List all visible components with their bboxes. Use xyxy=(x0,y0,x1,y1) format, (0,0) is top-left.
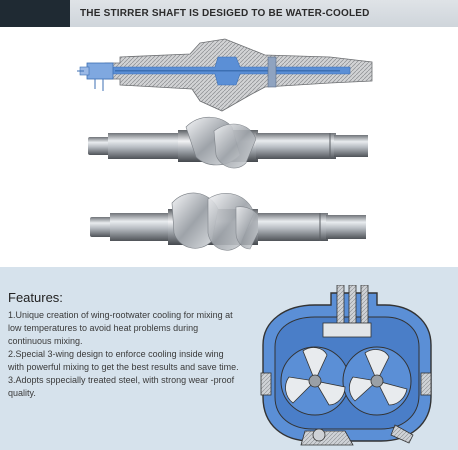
header-bar xyxy=(0,0,458,27)
page-title: THE STIRRER SHAFT IS DESIGED TO BE WATER-COOLED xyxy=(80,8,370,19)
mixer-cross-section-diagram xyxy=(245,285,445,447)
shaft-section-drawing xyxy=(77,39,372,111)
feature-item-3: 3.Adopts sppecially treated steel, with strong wear -proof quality. xyxy=(8,375,235,398)
shaft-photo-2 xyxy=(90,193,366,250)
feature-item-1: 1.Unique creation of wing-rootwater cooling for mixing at low temperatures to avoid heat problems during continuous mixing. xyxy=(8,310,233,346)
shaft-photo-1 xyxy=(88,117,368,168)
features-title: Features: xyxy=(8,290,63,305)
features-list xyxy=(8,309,240,400)
water-inlet-fitting xyxy=(87,63,113,79)
shaft-core-bore xyxy=(115,70,340,72)
shaft-illustrations xyxy=(0,27,458,267)
feature-item-2: 2.Special 3-wing design to enforce cooling inside wing with powerful mixing to get the best results and save time. xyxy=(8,349,239,372)
header-tab xyxy=(0,0,70,27)
